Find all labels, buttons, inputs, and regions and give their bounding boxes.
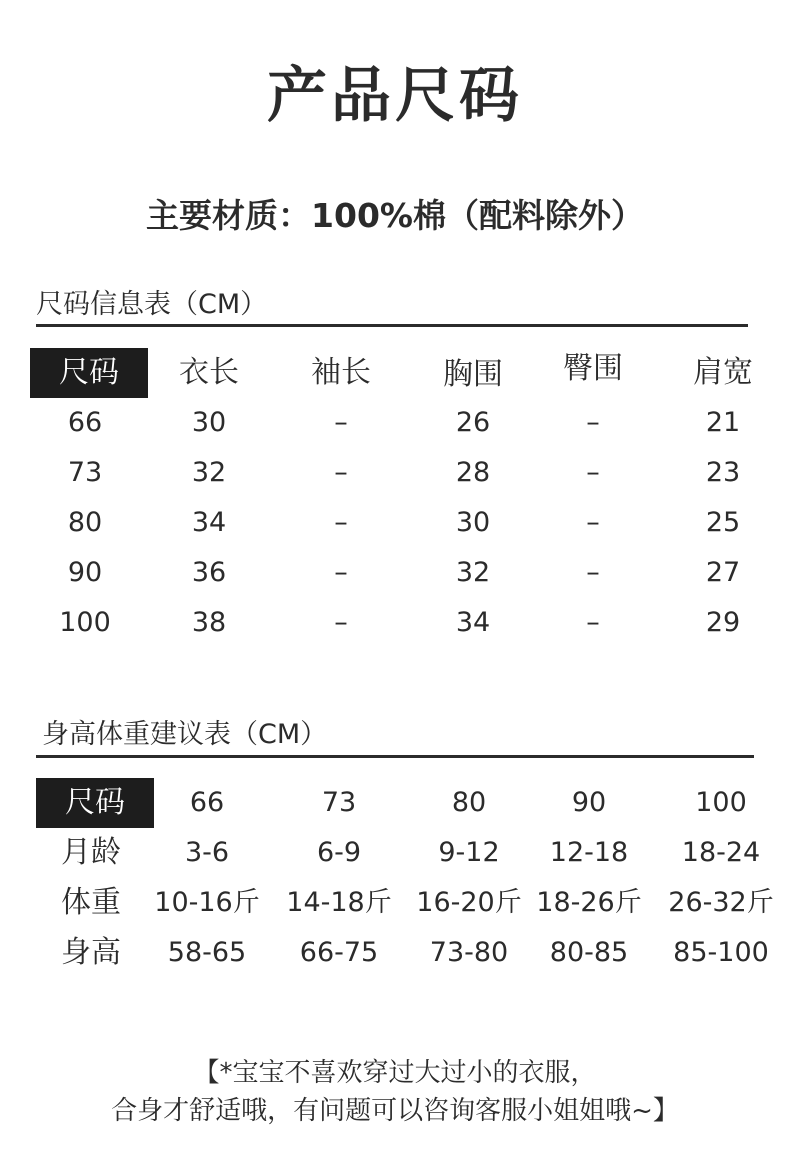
page-title: 产品尺码 — [267, 61, 523, 131]
table-cell: – — [586, 557, 600, 588]
table-cell: 30 — [191, 407, 227, 438]
size-table-header-row — [0, 348, 790, 398]
table-row — [0, 598, 790, 648]
table-cell: 26 — [455, 407, 491, 438]
table-cell: – — [334, 457, 348, 488]
table-cell: 6-9 — [316, 837, 362, 868]
table-cell: – — [586, 407, 600, 438]
table-cell: – — [334, 407, 348, 438]
size-header: 100 — [695, 787, 747, 818]
table-row — [0, 398, 790, 448]
fit-table-heading: 身高体重建议表（CM） — [42, 719, 328, 750]
table-cell: 38 — [191, 607, 227, 638]
column-header: 袖长 — [311, 355, 371, 390]
size-badge: 尺码 — [30, 348, 148, 398]
table-cell: – — [586, 457, 600, 488]
table-cell: 3-6 — [184, 837, 230, 868]
table-cell: 29 — [705, 607, 741, 638]
table-cell: 23 — [705, 457, 741, 488]
size-header: 80 — [451, 787, 487, 818]
fit-table-divider — [36, 755, 754, 758]
table-cell: 34 — [191, 507, 227, 538]
table-cell: 9-12 — [438, 837, 500, 868]
table-cell: 25 — [705, 507, 741, 538]
size-header: 90 — [571, 787, 607, 818]
column-header: 肩宽 — [693, 355, 753, 390]
table-cell: – — [586, 607, 600, 638]
size-value: 100 — [59, 607, 111, 638]
table-cell: 85-100 — [673, 937, 769, 968]
table-row — [0, 498, 790, 548]
table-cell: 32 — [455, 557, 491, 588]
table-cell: – — [586, 507, 600, 538]
table-cell: 80-85 — [549, 937, 629, 968]
table-row — [0, 878, 790, 928]
column-header: 胸围 — [443, 357, 503, 392]
table-cell: 10-16斤 — [154, 887, 260, 918]
size-table-divider — [36, 324, 748, 327]
table-cell: – — [334, 557, 348, 588]
row-label: 身高 — [61, 935, 121, 970]
table-cell: 14-18斤 — [286, 887, 392, 918]
table-cell: 18-26斤 — [536, 887, 642, 918]
table-cell: – — [334, 607, 348, 638]
size-table — [0, 348, 790, 638]
table-cell: 32 — [191, 457, 227, 488]
table-cell: 66-75 — [299, 937, 379, 968]
table-cell: – — [334, 507, 348, 538]
table-row — [0, 828, 790, 878]
column-header: 臀围 — [563, 351, 623, 386]
row-label: 月龄 — [61, 835, 121, 870]
table-row — [0, 448, 790, 498]
column-header: 衣长 — [179, 355, 239, 390]
table-cell: 18-24 — [681, 837, 761, 868]
table-cell: 27 — [705, 557, 741, 588]
table-cell: 30 — [455, 507, 491, 538]
size-header: 66 — [189, 787, 225, 818]
size-value: 80 — [67, 507, 103, 538]
size-header: 73 — [321, 787, 357, 818]
fit-table — [0, 778, 790, 978]
table-cell: 34 — [455, 607, 491, 638]
material-info: 主要材质：100%棉（配料除外） — [146, 196, 644, 235]
footer-note-line-1: 【*宝宝不喜欢穿过大过小的衣服， — [193, 1058, 597, 1088]
table-row — [0, 928, 790, 978]
table-cell: 26-32斤 — [668, 887, 774, 918]
table-cell: 16-20斤 — [416, 887, 522, 918]
fit-table-header-row — [0, 778, 790, 828]
size-badge: 尺码 — [36, 778, 154, 828]
size-value: 73 — [67, 457, 103, 488]
table-cell: 58-65 — [167, 937, 247, 968]
table-cell: 12-18 — [549, 837, 629, 868]
size-table-heading: 尺码信息表（CM） — [36, 289, 268, 320]
table-cell: 21 — [705, 407, 741, 438]
table-cell: 36 — [191, 557, 227, 588]
table-cell: 73-80 — [429, 937, 509, 968]
row-label: 体重 — [61, 885, 121, 920]
size-value: 90 — [67, 557, 103, 588]
footer-note-line-2: 合身才舒适哦，有问题可以咨询客服小姐姐哦~】 — [111, 1096, 679, 1126]
table-cell: 28 — [455, 457, 491, 488]
table-row — [0, 548, 790, 598]
size-value: 66 — [67, 407, 103, 438]
